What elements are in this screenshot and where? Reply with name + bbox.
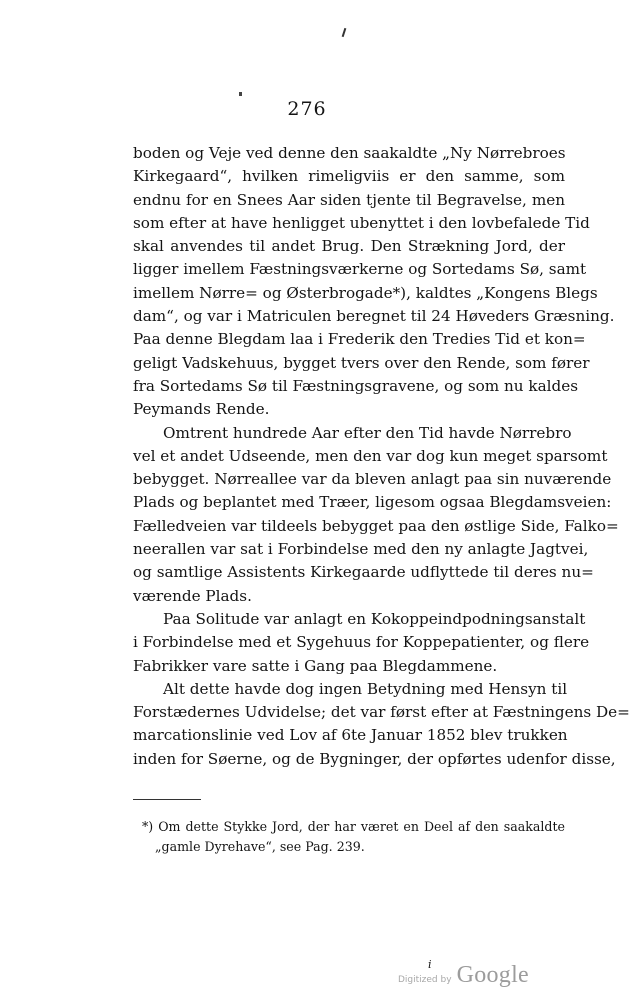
page-number: 276 [287,98,327,120]
body-text [133,142,630,771]
text-line: Fælledveien var tildeels bebygget paa den østlige Side, Falko= [133,516,619,535]
digitized-label: Digitized by [398,975,452,985]
google-logo: Google [456,962,530,988]
text-line: som efter at have henligget ubenyttet i den lovbefalede Tid [133,213,590,232]
text-line: inden for Søerne, og de Bygninger, der opførtes udenfor disse, [133,749,616,768]
text-line: og samtlige Assistents Kirkegaarde udflyttede til deres nu= [133,563,594,582]
footnote-line: *) Om dette Stykke Jord, der har været en Deel af den saakaldte [142,819,565,834]
text-line: geligt Vadskehuus, bygget tvers over den Rende, som fører [133,353,590,372]
text-line: Fabrikker vare satte i Gang paa Blegdammene. [133,656,498,675]
footnote-divider [133,799,201,800]
text-line: værende Plads. [133,586,252,605]
footnote [142,817,565,857]
text-line: imellem Nørre= og Østerbrogade*), kaldtes „Kongens Blegs [133,283,598,302]
text-line: vel et andet Udseende, men den var dog kun meget sparsomt [133,446,608,465]
text-line: Paa denne Blegdam laa i Frederik den Tredies Tid et kon= [133,330,586,349]
text-line: endnu for en Snees Aar siden tjente til Begravelse, men [133,190,565,209]
text-line: neerallen var sat i Forbindelse med den ny anlagte Jagtvei, [133,540,589,559]
text-line: boden og Veje ved denne den saakaldte „Ny Nørrebroes [133,144,566,162]
text-line: ligger imellem Fæstningsværkerne og Sortedams Sø, samt [133,260,587,279]
digitized-watermark [398,962,529,989]
text-line: i Forbindelse med et Sygehuus for Koppepatienter, og flere [133,633,590,652]
text-line: Paa Solitude var anlagt en Kokoppeindpodningsanstalt [163,609,586,628]
text-line: Plads og beplantet med Træer, ligesom ogsaa Blegdamsveien: [133,493,612,512]
text-line: Peymands Rende. [133,400,270,419]
text-line: marcationslinie ved Lov af 6te Januar 1852 blev trukken [133,726,568,745]
text-line: Omtrent hundrede Aar efter den Tid havde Nørrebro [163,423,572,442]
text-line: Alt dette havde dog ingen Betydning med Hensyn til [163,679,568,698]
text-line: dam“, og var i Matriculen beregnet til 24 Høveders Græsning. [133,307,615,326]
ink-speck [342,28,347,37]
text-line: skal anvendes til andet Brug. Den Strækning Jord, der [133,237,565,256]
footnote-line: „gamle Dyrehave“, see Pag. 239. [155,839,365,854]
text-line: bebygget. Nørreallee var da bleven anlagt paa sin nuværende [133,470,612,489]
ink-speck [239,92,242,96]
text-line: Kirkegaard“, hvilken rimeligviis er den samme, som [133,167,565,186]
text-line: Forstædernes Udvidelse; det var først efter at Fæstningens De= [133,703,630,722]
signature-mark: i [428,958,432,971]
text-line: fra Sortedams Sø til Fæstningsgravene, og som nu kaldes [133,376,578,395]
